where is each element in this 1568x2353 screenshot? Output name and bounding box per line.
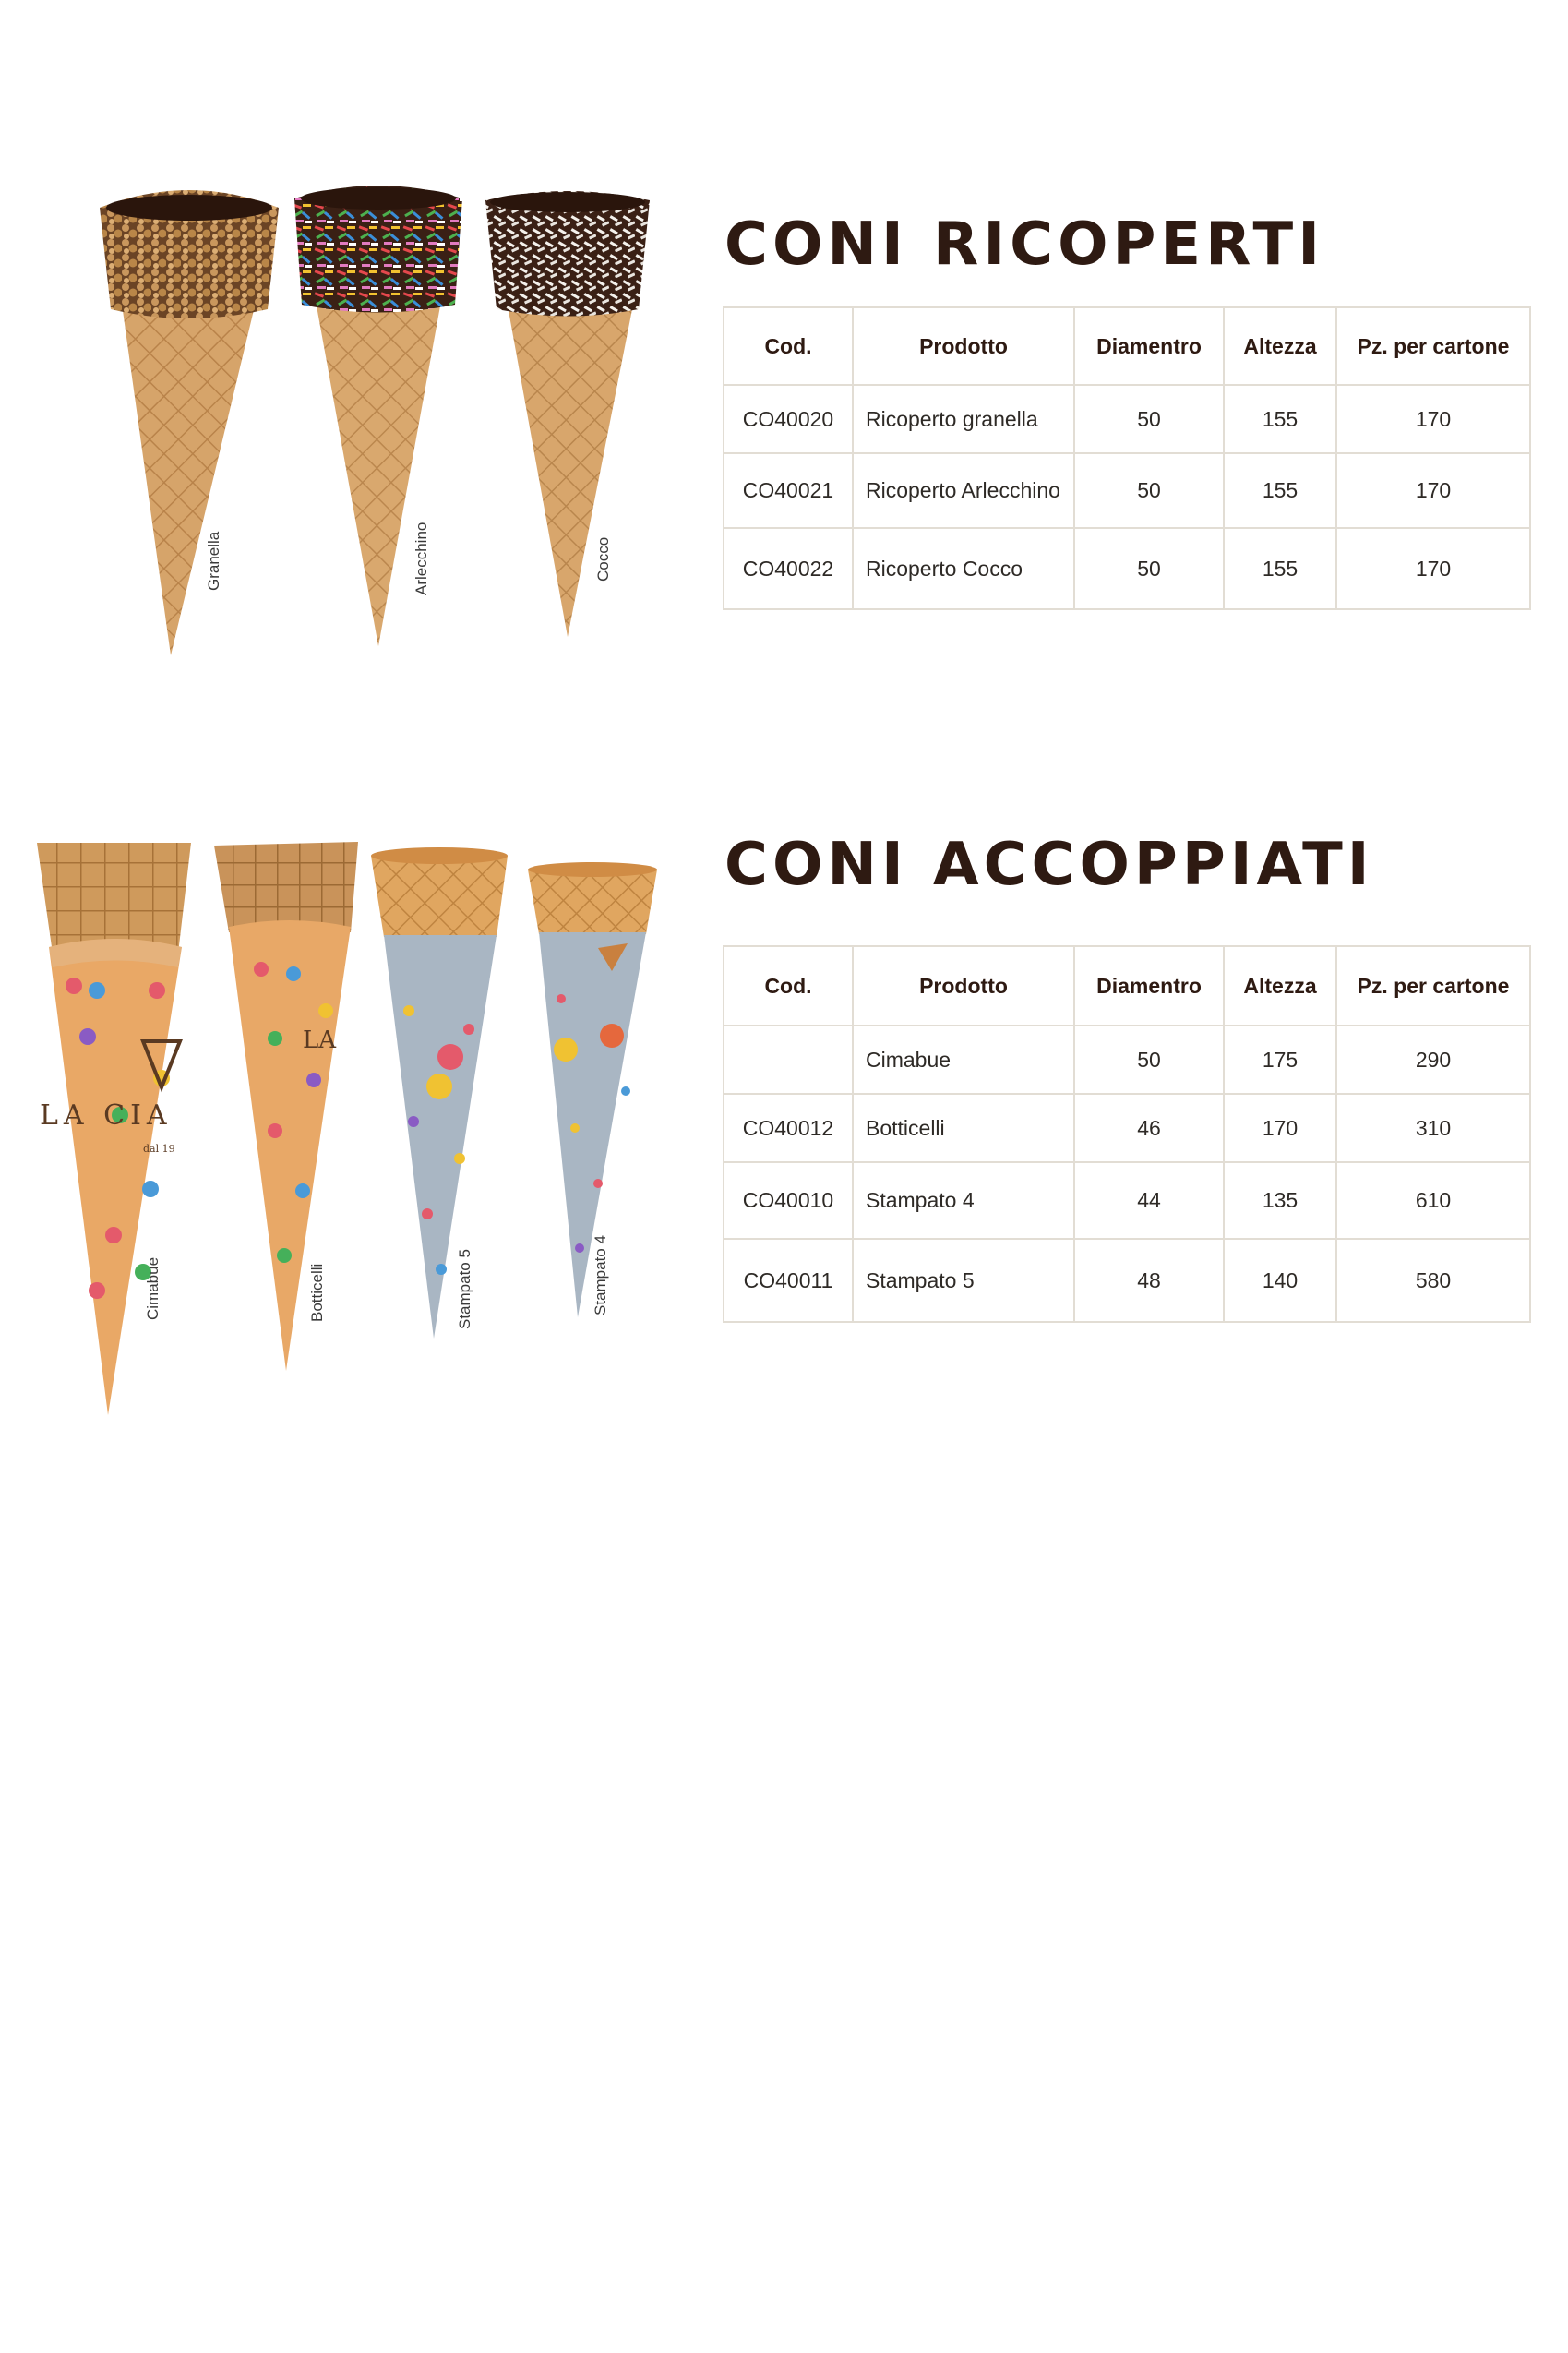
cell-pezzi: 170: [1336, 453, 1530, 528]
cone-stampato5-image: [367, 845, 515, 1343]
header-altezza: Altezza: [1224, 307, 1336, 385]
header-prodotto: Prodotto: [853, 307, 1074, 385]
cell-diametro: 48: [1074, 1239, 1224, 1322]
cone-arlecchino-image: [291, 180, 466, 660]
wrapper-brand-subtext: dal 19: [143, 1143, 175, 1155]
cell-prodotto: Stampato 4: [853, 1162, 1074, 1239]
cell-diametro: 46: [1074, 1094, 1224, 1162]
cell-altezza: 155: [1224, 453, 1336, 528]
cell-prodotto: Ricoperto Cocco: [853, 528, 1074, 609]
cell-pezzi: 170: [1336, 528, 1530, 609]
cell-cod: CO40021: [724, 453, 853, 528]
cone-label-stampato5: Stampato 5: [456, 1249, 473, 1329]
header-diametro: Diamentro: [1074, 946, 1224, 1026]
cell-altezza: 140: [1224, 1239, 1336, 1322]
header-cod: Cod.: [724, 946, 853, 1026]
cell-cod: CO40020: [724, 385, 853, 453]
header-diametro: Diamentro: [1074, 307, 1224, 385]
wrapper-brand-text: LA CIA: [40, 1099, 173, 1132]
cell-cod: CO40011: [724, 1239, 853, 1322]
cell-pezzi: 170: [1336, 385, 1530, 453]
cell-altezza: 155: [1224, 528, 1336, 609]
table-header-row: [724, 946, 1530, 1026]
cell-altezza: 175: [1224, 1026, 1336, 1094]
header-cod: Cod.: [724, 307, 853, 385]
cell-diametro: 50: [1074, 385, 1224, 453]
cell-diametro: 50: [1074, 528, 1224, 609]
cell-prodotto: Ricoperto Arlecchino: [853, 453, 1074, 528]
cell-cod: [724, 1026, 853, 1094]
cone-label-cocco: Cocco: [594, 536, 612, 582]
cone-botticelli-image: [210, 840, 367, 1375]
table-coni-ricoperti: [723, 306, 1531, 610]
table-row: [724, 528, 1530, 609]
cell-pezzi: 290: [1336, 1026, 1530, 1094]
cone-label-botticelli: Botticelli: [308, 1263, 326, 1322]
table-row: [724, 1094, 1530, 1162]
cone-label-stampato4: Stampato 4: [592, 1235, 609, 1315]
cone-label-granella: Granella: [205, 531, 222, 591]
cone-granella-image: [92, 180, 286, 660]
cell-diametro: 44: [1074, 1162, 1224, 1239]
table-row: [724, 453, 1530, 528]
cell-altezza: 170: [1224, 1094, 1336, 1162]
cell-altezza: 135: [1224, 1162, 1336, 1239]
cell-prodotto: Botticelli: [853, 1094, 1074, 1162]
cell-pezzi: 610: [1336, 1162, 1530, 1239]
cell-prodotto: Cimabue: [853, 1026, 1074, 1094]
cell-cod: CO40022: [724, 528, 853, 609]
cone-cimabue-image: [32, 838, 198, 1420]
cell-cod: CO40012: [724, 1094, 853, 1162]
section-title-accoppiati: CONI ACCOPPIATI: [724, 831, 1374, 899]
header-prodotto: Prodotto: [853, 946, 1074, 1026]
cone-label-arlecchino: Arlecchino: [413, 522, 430, 595]
section-title-ricoperti: CONI RICOPERTI: [724, 210, 1324, 279]
header-pezzi: Pz. per cartone: [1336, 946, 1530, 1026]
cone-cocco-image: [480, 189, 655, 651]
cell-cod: CO40010: [724, 1162, 853, 1239]
header-altezza: Altezza: [1224, 946, 1336, 1026]
cell-prodotto: Stampato 5: [853, 1239, 1074, 1322]
cell-diametro: 50: [1074, 453, 1224, 528]
table-header-row: [724, 307, 1530, 385]
cell-prodotto: Ricoperto granella: [853, 385, 1074, 453]
header-pezzi: Pz. per cartone: [1336, 307, 1530, 385]
table-coni-accoppiati: [723, 945, 1531, 1323]
table-row: [724, 1026, 1530, 1094]
cell-altezza: 155: [1224, 385, 1336, 453]
cell-pezzi: 580: [1336, 1239, 1530, 1322]
table-row: [724, 1239, 1530, 1322]
table-row: [724, 1162, 1530, 1239]
cone-label-cimabue: Cimabue: [144, 1256, 162, 1320]
table-row: [724, 385, 1530, 453]
cell-pezzi: 310: [1336, 1094, 1530, 1162]
wrapper-brand-text: LA: [303, 1026, 337, 1054]
cell-diametro: 50: [1074, 1026, 1224, 1094]
